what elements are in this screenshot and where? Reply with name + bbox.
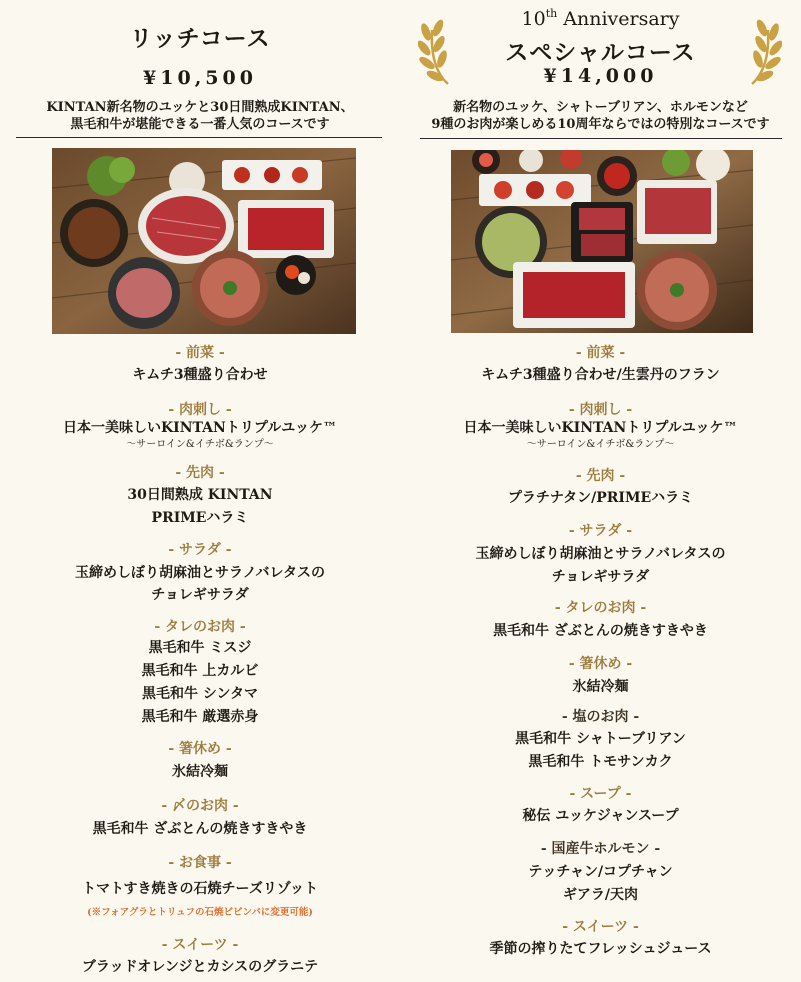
menu-section-heading: - 箸休め - bbox=[568, 656, 633, 672]
course-title: スペシャルコース bbox=[505, 39, 696, 66]
menu-item: 黒毛和牛 シャトーブリアン bbox=[515, 731, 686, 747]
menu-item: 黒毛和牛 厳選赤身 bbox=[141, 709, 259, 725]
menu-section-heading: - 国産牛ホルモン - bbox=[540, 841, 661, 857]
menu-section-heading: - タレのお肉 - bbox=[554, 600, 647, 616]
menu-item: ギアラ/天肉 bbox=[562, 887, 639, 903]
menu-item: キムチ3種盛り合わせ bbox=[132, 367, 268, 383]
course-description-line: 黒毛和牛が堪能できる一番人気のコースです bbox=[70, 117, 330, 132]
menu-item: 黒毛和牛 トモサンカク bbox=[528, 754, 673, 770]
menu-item: 氷結冷麺 bbox=[172, 764, 228, 780]
menu-section-heading: - スイーツ - bbox=[161, 937, 239, 953]
menu-item: 玉締めしぼり胡麻油とサラノバレタスの bbox=[475, 546, 726, 562]
menu-item: 玉締めしぼり胡麻油とサラノバレタスの bbox=[75, 565, 325, 581]
menu-item: テッチャン/コプチャン bbox=[528, 864, 673, 880]
menu-item: 秘伝 ユッケジャンスープ bbox=[522, 808, 679, 824]
menu-section-heading: - 前菜 - bbox=[175, 345, 225, 361]
divider bbox=[16, 137, 382, 138]
menu-section-heading: - 塩のお肉 - bbox=[561, 709, 640, 725]
menu-section-heading: - スープ - bbox=[569, 786, 632, 802]
course-food-photo bbox=[52, 148, 356, 334]
menu-item: 氷結冷麺 bbox=[572, 679, 629, 695]
menu-item: チョレギサラダ bbox=[551, 569, 650, 585]
menu-section-heading: - サラダ - bbox=[168, 542, 232, 558]
menu-section-heading: - 箸休め - bbox=[168, 741, 232, 757]
menu-section-heading: - 前菜 - bbox=[575, 345, 626, 361]
menu-item: ブラッドオレンジとカシスのグラニテ bbox=[81, 959, 319, 975]
course-food-photo bbox=[451, 150, 753, 333]
course-description-line: 新名物のユッケ、シャトーブリアン、ホルモンなど bbox=[453, 100, 748, 115]
menu-section-heading: - サラダ - bbox=[568, 523, 633, 539]
menu-item: チョレギサラダ bbox=[151, 587, 249, 603]
menu-item: 黒毛和牛 シンタマ bbox=[142, 686, 258, 702]
menu-item: キムチ3種盛り合わせ/生雲丹のフラン bbox=[481, 367, 720, 383]
course-price: ¥10,500 bbox=[143, 67, 257, 89]
menu-item: 黒毛和牛 上カルビ bbox=[141, 663, 259, 679]
anniversary-suffix: th bbox=[545, 7, 558, 20]
menu-item-note: (※フォアグラとトリュフの石焼ビビンバに変更可能) bbox=[87, 907, 313, 918]
menu-item: 日本一美味しいKINTANトリプルユッケ™ bbox=[463, 420, 738, 436]
menu-item: プラチナタン/PRIMEハラミ bbox=[507, 490, 694, 506]
divider bbox=[420, 138, 782, 139]
course-price: ¥14,000 bbox=[543, 65, 658, 87]
menu-item: 黒毛和牛 ざぶとんの焼きすきやき bbox=[92, 821, 308, 837]
menu-item-subtitle: ～サーロイン&イチボ&ランプ～ bbox=[526, 439, 675, 450]
menu-item: 季節の搾りたてフレッシュジュース bbox=[489, 941, 712, 957]
menu-section-heading: - タレのお肉 - bbox=[154, 619, 246, 635]
menu-section-heading: - 先肉 - bbox=[175, 465, 225, 481]
menu-item: PRIMEハラミ bbox=[151, 510, 249, 526]
menu-item: トマトすき焼きの石焼チーズリゾット bbox=[81, 881, 319, 897]
menu-item: 黒毛和牛 ざぶとんの焼きすきやき bbox=[493, 623, 708, 639]
menu-section-heading: - 先肉 - bbox=[575, 468, 626, 484]
menu-section-heading: - 肉刺し - bbox=[568, 402, 633, 418]
menu-item-subtitle: ～サーロイン&イチボ&ランプ～ bbox=[126, 439, 274, 450]
anniversary-number: 10 bbox=[521, 8, 546, 30]
course-title: リッチコース bbox=[129, 25, 271, 52]
anniversary-heading bbox=[400, 8, 801, 30]
course-description-line: 9種のお肉が楽しめる10周年ならではの特別なコースです bbox=[431, 117, 770, 132]
menu-item: 日本一美味しいKINTANトリプルユッケ™ bbox=[63, 420, 337, 436]
menu-section-heading: - 〆のお肉 - bbox=[161, 798, 239, 814]
anniversary-word: Anniversary bbox=[557, 8, 680, 30]
menu-item: 黒毛和牛 ミスジ bbox=[148, 640, 252, 656]
menu-section-heading: - 肉刺し - bbox=[168, 402, 232, 418]
menu-section-heading: - お食事 - bbox=[168, 855, 232, 871]
menu-section-heading: - スイーツ - bbox=[562, 919, 639, 935]
menu-item: 30日間熟成 KINTAN bbox=[127, 487, 273, 503]
course-description-line: KINTAN新名物のユッケと30日間熟成KINTAN、 bbox=[46, 100, 354, 115]
